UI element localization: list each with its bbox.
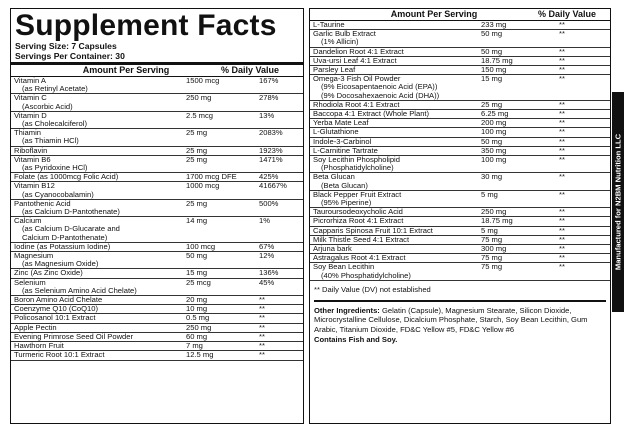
amount-value: 0.5 mg xyxy=(186,313,210,323)
dv-value: 425% xyxy=(259,172,279,182)
nutrient-name xyxy=(313,21,481,29)
nutrient-label: Coenzyme Q10 (CoQ10) xyxy=(14,304,98,314)
panel-title: Supplement Facts xyxy=(15,9,277,42)
nutrient-name xyxy=(14,296,186,304)
nutrient-label: Garlic Bulb Extract xyxy=(313,29,376,39)
right-table xyxy=(310,21,610,281)
amount-value: 300 mg xyxy=(481,244,507,254)
amount-value: 1700 mcg DFE xyxy=(186,172,237,182)
table-row xyxy=(11,77,303,94)
amount-value: 25 mg xyxy=(481,99,503,109)
table-row xyxy=(310,173,610,190)
amount-value: 100 mg xyxy=(481,155,507,165)
nutrient-name xyxy=(14,217,186,242)
dv-value: ** xyxy=(559,20,565,29)
dv-value: ** xyxy=(559,46,565,56)
nutrient-label: Turmeric Root 10:1 Extract xyxy=(14,350,105,360)
amount-value: 20 mg xyxy=(186,295,208,305)
table-header xyxy=(310,9,610,21)
nutrient-name xyxy=(14,252,186,268)
table-row xyxy=(310,156,610,173)
amount-header: Amount Per Serving xyxy=(82,65,170,75)
nutrient-name xyxy=(313,263,481,279)
nutrient-name xyxy=(14,324,186,332)
table-row xyxy=(11,217,303,243)
nutrient-name xyxy=(313,173,481,189)
table-row xyxy=(11,182,303,199)
amount-value: 30 mg xyxy=(481,172,503,182)
nutrient-label: Evening Primrose Seed Oil Powder xyxy=(14,331,134,341)
nutrient-name xyxy=(14,314,186,322)
amount-value: 233 mg xyxy=(481,20,507,29)
nutrient-label: Vitamin D xyxy=(14,110,47,120)
dv-header: % Daily Value xyxy=(538,9,597,19)
nutrient-source: (as Calcium D-Pantothenate) xyxy=(22,207,120,217)
dv-value: 136% xyxy=(259,268,279,278)
amount-value: 150 mg xyxy=(481,65,507,75)
nutrient-source: (40% Phosphatidylcholine) xyxy=(321,270,411,280)
table-row xyxy=(11,279,303,296)
table-row xyxy=(11,94,303,111)
dv-value: 167% xyxy=(259,76,279,85)
table-row xyxy=(310,75,610,101)
dv-value: ** xyxy=(559,155,565,165)
nutrient-label: Rhodiola Root 4:1 Extract xyxy=(313,99,400,109)
nutrient-name xyxy=(14,305,186,313)
nutrient-name xyxy=(14,129,186,145)
dv-value: ** xyxy=(559,74,565,84)
dv-value: ** xyxy=(559,234,565,244)
amount-value: 5 mg xyxy=(481,225,498,235)
amount-value: 60 mg xyxy=(186,331,208,341)
nutrient-name xyxy=(14,173,186,181)
nutrient-label: Tauroursodeoxycholic Acid xyxy=(313,207,403,217)
table-row xyxy=(11,112,303,129)
nutrient-label: Omega-3 Fish Oil Powder xyxy=(313,74,401,84)
nutrient-label: Magnesium xyxy=(14,251,54,261)
nutrient-name xyxy=(14,147,186,155)
amount-value: 50 mg xyxy=(481,46,503,56)
nutrient-label: Milk Thistle Seed 4:1 Extract xyxy=(313,234,410,244)
nutrient-name xyxy=(313,119,481,127)
dv-value: ** xyxy=(259,313,265,323)
amount-value: 2.5 mcg xyxy=(186,110,214,120)
dv-value: 45% xyxy=(259,277,275,287)
side-label-text: Manufactured for N2BM Nutrition LLC xyxy=(613,133,623,271)
amount-value: 25 mg xyxy=(186,154,208,164)
dv-value: 41667% xyxy=(259,181,287,191)
amount-value: 200 mg xyxy=(481,118,507,128)
nutrient-label: Yerba Mate Leaf xyxy=(313,118,369,128)
nutrient-label: Beta Glucan xyxy=(313,172,355,182)
serving-size: Serving Size: 7 Capsules xyxy=(15,41,117,51)
nutrient-label: Soy Bean Lecithin xyxy=(313,262,375,272)
dv-value: ** xyxy=(559,136,565,146)
nutrient-source: (Ascorbic Acid) xyxy=(22,101,73,111)
table-row xyxy=(310,236,610,245)
amount-value: 25 mg xyxy=(186,128,208,138)
nutrient-label: Vitamin C xyxy=(14,93,47,103)
nutrient-label: Apple Pectin xyxy=(14,322,57,332)
dv-value: ** xyxy=(559,127,565,137)
nutrient-name xyxy=(14,269,186,277)
nutrient-label: Parsley Leaf xyxy=(313,65,356,75)
nutrient-source: (as Pyridoxine HCl) xyxy=(22,163,88,173)
dv-value: 13% xyxy=(259,110,275,120)
amount-value: 75 mg xyxy=(481,253,503,263)
amount-value: 5 mg xyxy=(481,189,498,199)
nutrient-label: Black Pepper Fruit Extract xyxy=(313,189,402,199)
nutrient-name xyxy=(313,66,481,74)
left-panel xyxy=(10,8,304,424)
table-row xyxy=(310,30,610,47)
amount-value: 18.75 mg xyxy=(481,55,513,65)
nutrient-source: (9% Eicosapentaenoic Acid (EPA)) xyxy=(321,82,438,92)
amount-value: 18.75 mg xyxy=(481,216,513,226)
nutrient-source: (1% Allicin) xyxy=(321,37,359,47)
nutrient-name xyxy=(14,279,186,295)
dv-value: ** xyxy=(259,331,265,341)
amount-value: 100 mg xyxy=(481,127,507,137)
dv-value: 1% xyxy=(259,216,270,226)
table-row xyxy=(11,200,303,217)
dv-value: ** xyxy=(559,189,565,199)
other-ingredients xyxy=(314,306,606,344)
amount-value: 50 mg xyxy=(481,29,503,39)
nutrient-name xyxy=(14,156,186,172)
nutrient-name xyxy=(14,77,186,93)
nutrient-source: (95% Piperine) xyxy=(321,198,372,208)
amount-value: 12.5 mg xyxy=(186,350,214,360)
dv-value: 500% xyxy=(259,198,279,208)
dv-value: 278% xyxy=(259,93,279,103)
other-ingredients-text: Gelatin (Capsule), Magnesium Stearate, Silicon Dioxide, Microcrystalline Cellulose, Dicalcium Phosphate, Starch, Soy Bean Lecithin, Gum Arabic, Titanium Dioxide, FD&C Yellow #5, FD&C Yellow #6 xyxy=(314,305,588,335)
nutrient-name xyxy=(14,342,186,350)
dv-value: ** xyxy=(559,99,565,109)
table-row xyxy=(11,351,303,360)
nutrient-label: Folate (as 1000mcg Folic Acid) xyxy=(14,172,119,182)
dv-value: ** xyxy=(259,304,265,314)
nutrient-label: Uva-ursi Leaf 4:1 Extract xyxy=(313,55,397,65)
amount-value: 25 mcg xyxy=(186,277,211,287)
nutrient-label: L-Glutathione xyxy=(313,127,359,137)
nutrient-source: Calcium D-Pantothenate) xyxy=(22,232,108,242)
nutrient-label: Calcium xyxy=(14,216,42,226)
amount-value: 50 mg xyxy=(481,136,503,146)
amount-value: 50 mg xyxy=(186,251,208,261)
table-row xyxy=(11,156,303,173)
nutrient-label: Vitamin A xyxy=(14,76,46,85)
table-row xyxy=(11,252,303,269)
nutrient-label: Vitamin B12 xyxy=(14,181,55,191)
nutrient-label: Thiamin xyxy=(14,128,42,138)
amount-value: 1000 mcg xyxy=(186,181,220,191)
nutrient-name xyxy=(313,245,481,253)
nutrient-source: (as Calcium D-Glucarate and xyxy=(22,224,120,234)
nutrient-name xyxy=(313,75,481,100)
dv-value: ** xyxy=(559,216,565,226)
nutrient-label: Indole-3-Carbinol xyxy=(313,136,372,146)
amount-value: 1500 mcg xyxy=(186,76,220,85)
dv-value: 1923% xyxy=(259,145,283,155)
nutrient-name xyxy=(14,200,186,216)
dv-value: ** xyxy=(259,322,265,332)
nutrient-label: Selenium xyxy=(14,277,46,287)
amount-value: 6.25 mg xyxy=(481,109,509,119)
nutrient-name xyxy=(313,147,481,155)
amount-value: 15 mg xyxy=(481,74,503,84)
table-row xyxy=(310,191,610,208)
amount-value: 75 mg xyxy=(481,234,503,244)
nutrient-name xyxy=(14,333,186,341)
table-row xyxy=(310,263,610,280)
dv-value: ** xyxy=(559,244,565,254)
dv-value: ** xyxy=(559,109,565,119)
nutrient-name xyxy=(313,138,481,146)
nutrient-name xyxy=(313,208,481,216)
nutrient-label: L-Taurine xyxy=(313,20,345,29)
amount-value: 100 mcg xyxy=(186,241,216,251)
dv-value: 67% xyxy=(259,241,275,251)
nutrient-label: Zinc (As Zinc Oxide) xyxy=(14,268,83,278)
nutrient-name xyxy=(14,94,186,110)
amount-value: 10 mg xyxy=(186,304,208,314)
nutrient-label: Arjuna bark xyxy=(313,244,352,254)
other-ingredients-label: Other Ingredients: xyxy=(314,305,380,315)
nutrient-source: (Beta Glucan) xyxy=(321,180,368,190)
dv-value: ** xyxy=(259,341,265,351)
dv-value: ** xyxy=(559,225,565,235)
nutrient-label: Policosanol 10:1 Extract xyxy=(14,313,96,323)
nutrient-label: Hawthorn Fruit xyxy=(14,341,64,351)
amount-value: 7 mg xyxy=(186,341,203,351)
amount-value: 250 mg xyxy=(186,93,212,103)
nutrient-name xyxy=(313,110,481,118)
dv-value: ** xyxy=(559,65,565,75)
nutrient-source: (as Selenium Amino Acid Chelate) xyxy=(22,285,137,295)
table-header xyxy=(11,62,303,77)
dv-value: ** xyxy=(259,295,265,305)
nutrient-name xyxy=(313,128,481,136)
left-table xyxy=(11,77,303,361)
side-label xyxy=(612,92,624,312)
nutrient-name xyxy=(14,182,186,198)
amount-header: Amount Per Serving xyxy=(390,9,478,19)
allergen-statement: Contains Fish and Soy. xyxy=(314,334,398,344)
dv-value: ** xyxy=(559,253,565,263)
nutrient-name xyxy=(14,243,186,251)
nutrient-source: (as Retinyl Acetate) xyxy=(22,84,88,94)
nutrient-name xyxy=(313,227,481,235)
nutrient-name xyxy=(14,351,186,359)
nutrient-name xyxy=(313,254,481,262)
nutrient-label: Vitamin B6 xyxy=(14,154,51,164)
nutrient-label: L-Carnitine Tartrate xyxy=(313,145,378,155)
nutrient-source: (as Cholecalciferol) xyxy=(22,119,87,129)
dv-value: ** xyxy=(559,207,565,217)
dv-note: ** Daily Value (DV) not established xyxy=(314,285,606,302)
nutrient-label: Boron Amino Acid Chelate xyxy=(14,295,103,305)
nutrient-label: Picrorhiza Root 4:1 Extract xyxy=(313,216,404,226)
amount-value: 350 mg xyxy=(481,145,507,155)
dv-header: % Daily Value xyxy=(221,65,280,75)
nutrient-source: (9% Docosahexaenoic Acid (DHA)) xyxy=(321,90,440,100)
nutrient-label: Astragalus Root 4:1 Extract xyxy=(313,253,406,263)
dv-value: ** xyxy=(559,172,565,182)
nutrient-source: (Phosphatidylcholine) xyxy=(321,163,394,173)
amount-value: 75 mg xyxy=(481,262,503,272)
amount-value: 250 mg xyxy=(186,322,212,332)
nutrient-name xyxy=(313,48,481,56)
right-panel xyxy=(309,8,611,424)
amount-value: 25 mg xyxy=(186,145,208,155)
nutrient-name xyxy=(14,112,186,128)
dv-value: ** xyxy=(559,262,565,272)
nutrient-source: (as Thiamin HCl) xyxy=(22,136,79,146)
dv-value: ** xyxy=(559,29,565,39)
nutrient-label: Baccopa 4:1 Extract (Whole Plant) xyxy=(313,109,430,119)
nutrient-label: Capparis Spinosa Fruit 10:1 Extract xyxy=(313,225,433,235)
nutrient-label: Iodine (as Potassium Iodine) xyxy=(14,241,111,251)
dv-value: 2083% xyxy=(259,128,283,138)
servings-per-container: Servings Per Container: 30 xyxy=(15,51,125,61)
nutrient-source: (as Cyanocobalamin) xyxy=(22,189,94,199)
dv-value: 1471% xyxy=(259,154,283,164)
dv-value: ** xyxy=(559,118,565,128)
dv-value: 12% xyxy=(259,251,275,261)
nutrient-label: Soy Lecithin Phospholipid xyxy=(313,155,400,165)
table-row xyxy=(11,129,303,146)
nutrient-label: Pantothenic Acid xyxy=(14,198,71,208)
nutrient-label: Riboflavin xyxy=(14,145,48,155)
amount-value: 250 mg xyxy=(481,207,507,217)
nutrient-name xyxy=(313,156,481,172)
nutrient-name xyxy=(313,191,481,207)
nutrient-name xyxy=(313,57,481,65)
dv-value: ** xyxy=(559,55,565,65)
nutrient-name xyxy=(313,236,481,244)
nutrient-label: Dandelion Root 4:1 Extract xyxy=(313,46,404,56)
amount-value: 15 mg xyxy=(186,268,208,278)
nutrient-source: (as Magnesium Oxide) xyxy=(22,259,99,269)
nutrient-name xyxy=(313,101,481,109)
amount-value: 14 mg xyxy=(186,216,208,226)
dv-value: ** xyxy=(559,145,565,155)
nutrient-name xyxy=(313,217,481,225)
dv-value: ** xyxy=(259,350,265,360)
amount-value: 25 mg xyxy=(186,198,208,208)
nutrient-name xyxy=(313,30,481,46)
